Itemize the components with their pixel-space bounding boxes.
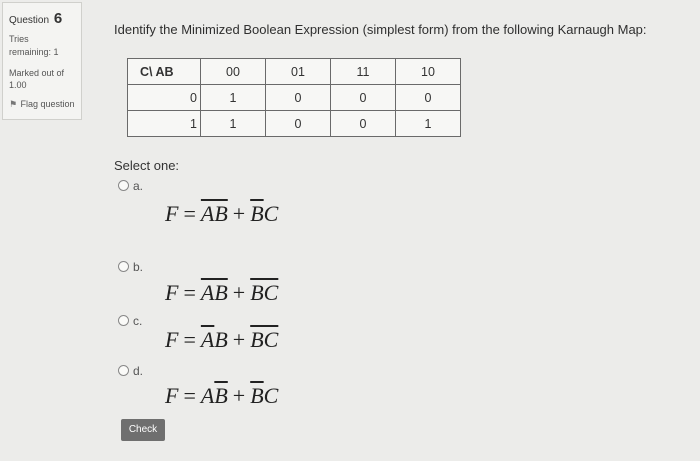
eq-lhs: F [165,383,179,408]
marked-out-of-label: Marked out of [9,68,65,78]
karnaugh-map-table [127,58,461,137]
question-number-heading [9,10,62,27]
option-letter: c. [133,314,143,328]
eq-plus: + [232,201,246,226]
select-one-label: Select one: [114,158,180,173]
kmap-cell: 0 [266,111,331,137]
eq-plus: + [232,383,246,408]
kmap-row-label: 0 [128,85,201,111]
tries-remaining: remaining: 1 [9,47,59,57]
eq-plus: + [232,280,246,305]
eq-term: $\overline{B}$ [250,201,264,226]
eq-term: $\overline{BC}$ [250,327,279,352]
eq-term: $\overline{B}$ [214,383,228,408]
kmap-cell: 1 [396,111,461,137]
kmap-row [128,85,461,111]
radio-button[interactable] [118,261,129,272]
eq-term: $\overline{BC}$ [250,280,279,305]
option-b-expression [165,280,278,306]
radio-button[interactable] [118,365,129,376]
eq-term: $\overline{A}$ [200,327,215,352]
marked-out-of-value: 1.00 [9,80,27,90]
eq-term: $\overline{AB}$ [200,201,228,226]
option-c-radio[interactable] [118,314,142,328]
check-button[interactable]: Check [121,419,165,441]
radio-button[interactable] [118,315,129,326]
eq-sign: = [183,280,196,305]
tries-label: Tries [9,34,29,44]
kmap-cell: 0 [396,85,461,111]
eq-term: $\overline{AB}$ [200,280,228,305]
kmap-col-header: 00 [201,59,266,85]
eq-lhs: F [165,201,179,226]
kmap-col-header: 01 [266,59,331,85]
eq-term: A [200,383,215,408]
radio-button[interactable] [118,180,129,191]
flag-icon: ⚑ [9,99,18,109]
option-d-radio[interactable] [118,364,143,378]
option-d-expression [165,383,278,409]
option-a-radio[interactable] [118,179,143,193]
eq-sign: = [183,383,196,408]
option-letter: b. [133,260,144,274]
kmap-cell: 1 [201,85,266,111]
kmap-cell: 0 [266,85,331,111]
kmap-row-label: 1 [128,111,201,137]
eq-term: B [214,327,228,352]
eq-sign: = [183,327,196,352]
eq-term: $\overline{B}$ [250,383,264,408]
option-c-expression [165,327,278,353]
option-letter: a. [133,179,144,193]
eq-term: C [263,383,279,408]
question-number: 6 [53,10,63,27]
question-label: Question [9,15,50,26]
question-text: Identify the Minimized Boolean Expression (simplest form) from the following Karnaugh Map: [114,22,647,37]
flag-question-label: Flag question [20,99,75,109]
kmap-col-header: 10 [396,59,461,85]
kmap-row [128,111,461,137]
eq-lhs: F [165,280,179,305]
question-info-panel [2,2,82,120]
kmap-cell: 0 [331,85,396,111]
kmap-header-row [128,59,461,85]
eq-plus: + [232,327,246,352]
kmap-cell: 1 [201,111,266,137]
option-b-radio[interactable] [118,260,143,274]
option-a-expression [165,201,278,227]
kmap-col-header: 11 [331,59,396,85]
kmap-cell: 0 [331,111,396,137]
flag-question-link[interactable] [9,99,75,110]
option-letter: d. [133,364,144,378]
eq-sign: = [183,201,196,226]
eq-term: C [263,201,279,226]
kmap-corner-label: C\ AB [128,59,201,85]
eq-lhs: F [165,327,179,352]
